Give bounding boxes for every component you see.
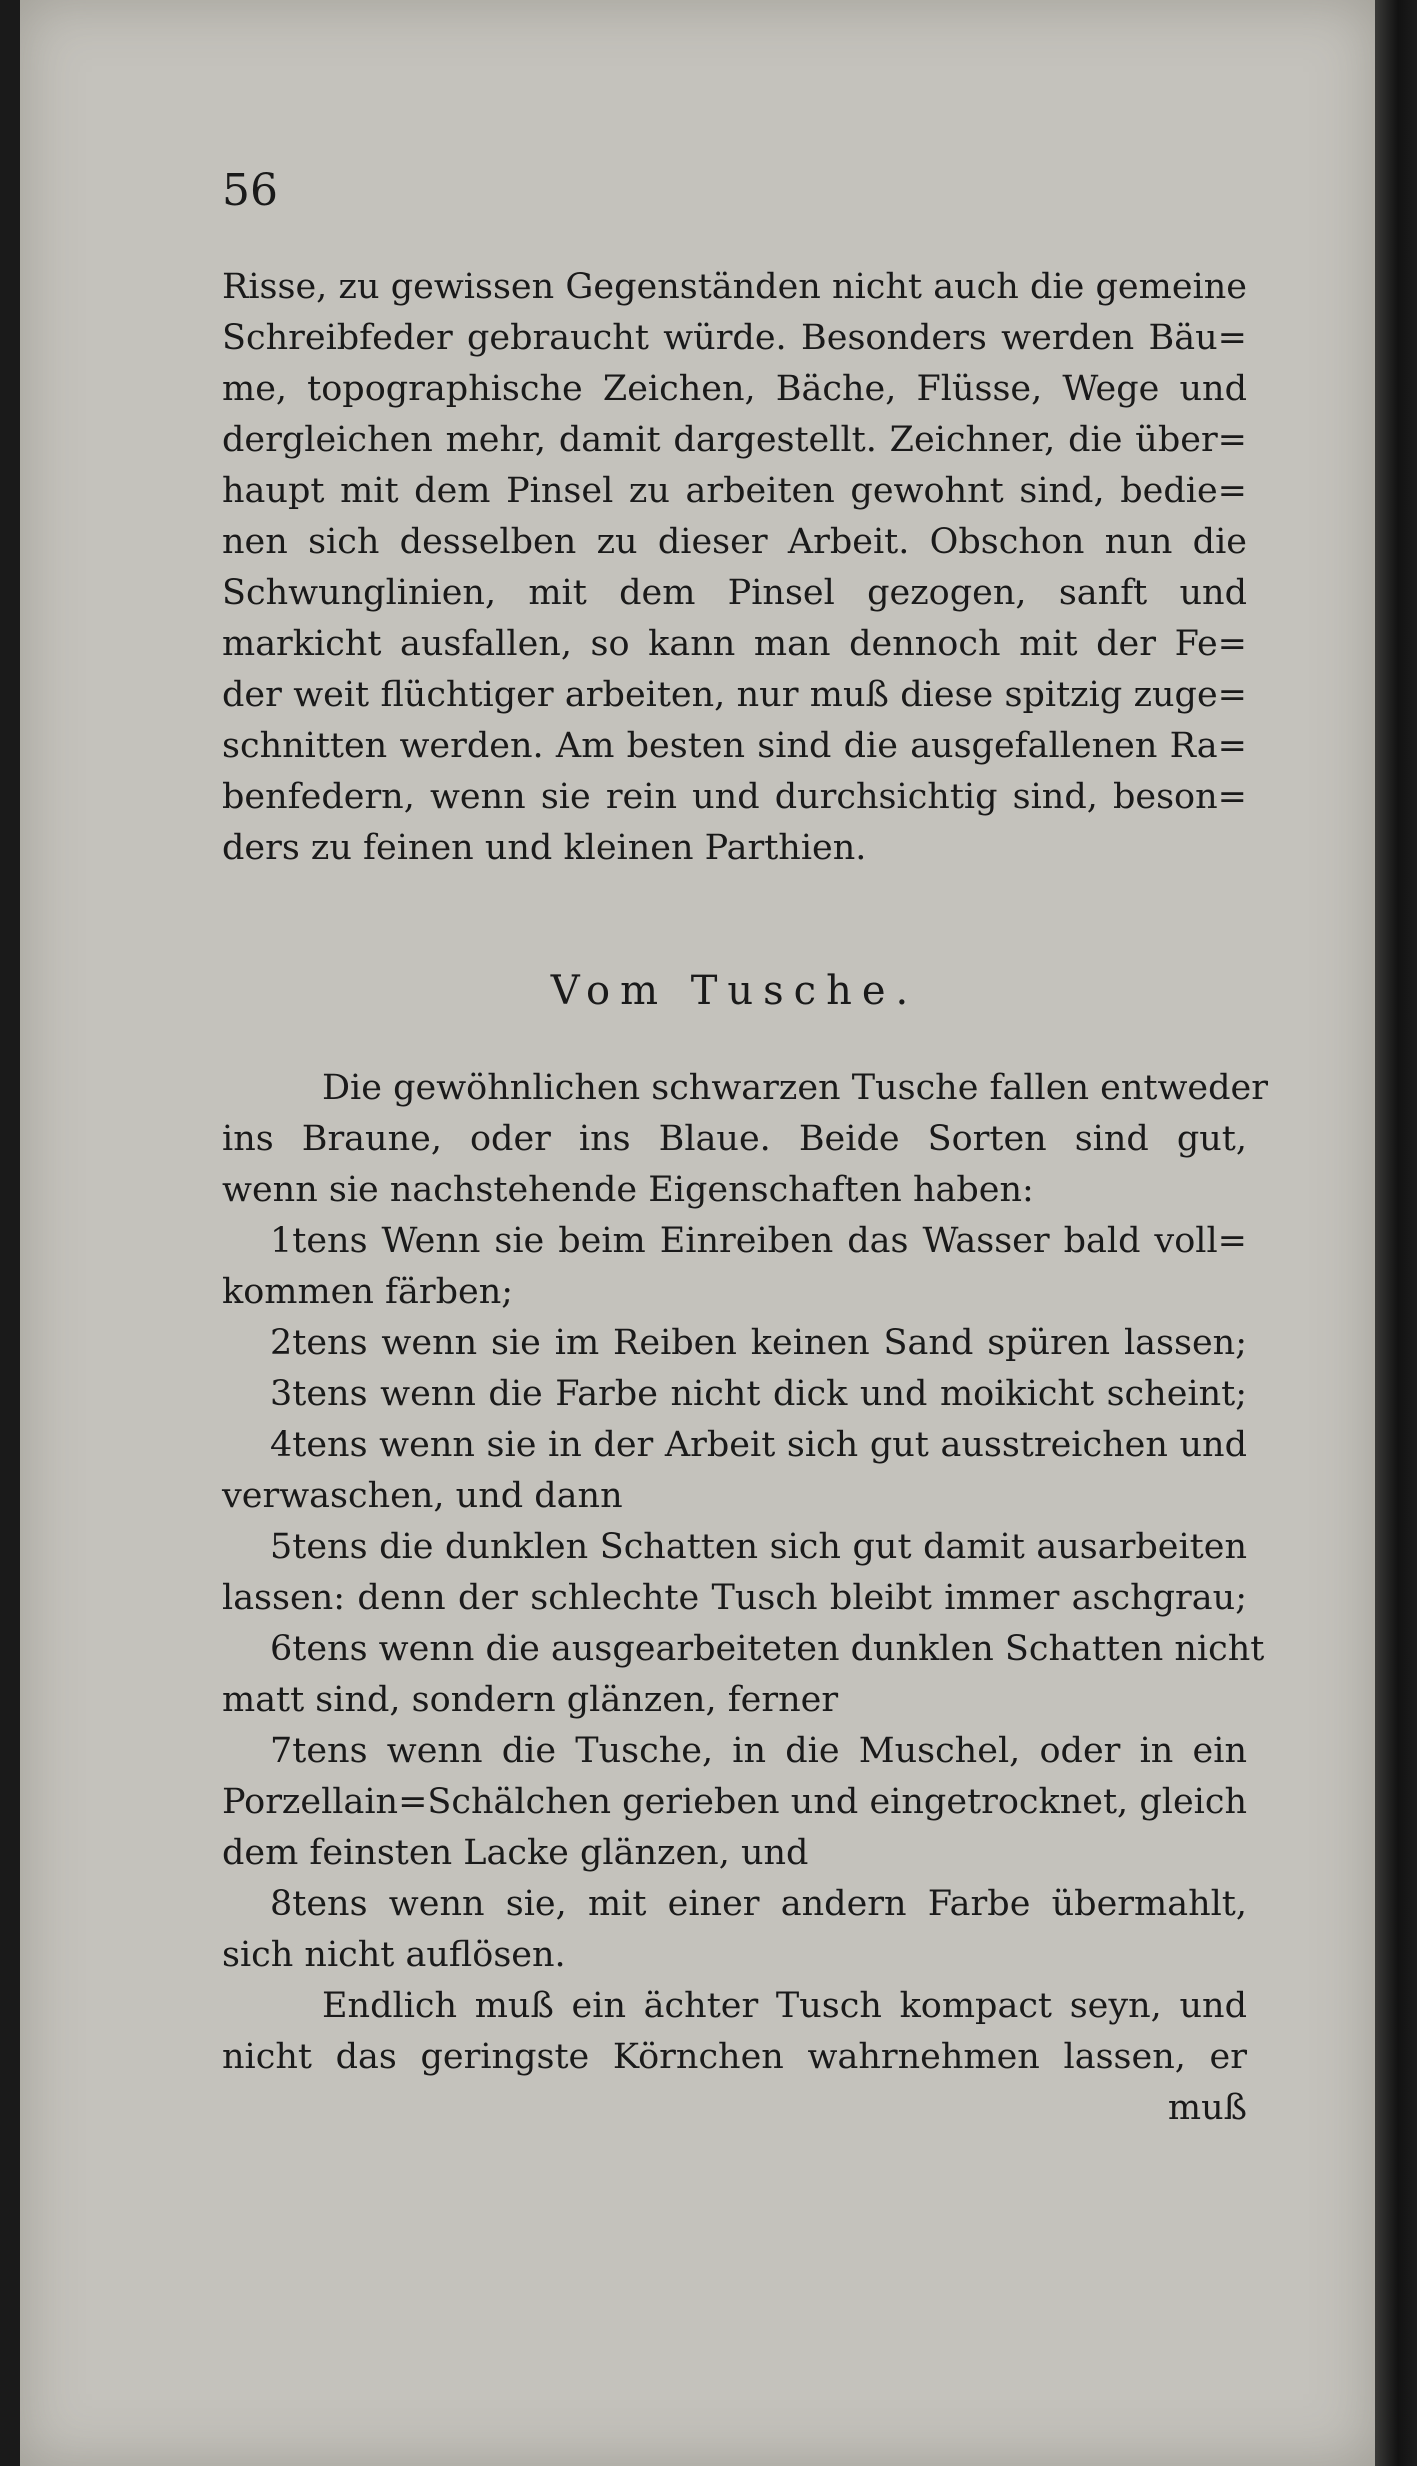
section-heading: Vom Tusche. (550, 968, 919, 1014)
list-item: 6tens wenn die ausgearbeiteten dunklen Schatten nicht (270, 1629, 1265, 1669)
text-line: wenn sie nachstehende Eigenschaften haben: (222, 1170, 1034, 1210)
text-line: lassen: denn der schlechte Tusch bleibt immer aschgrau; (222, 1578, 1247, 1618)
text-line: ins Braune, oder ins Blaue. Beide Sorten sind gut, (222, 1119, 1247, 1159)
text-line: der weit flüchtiger arbeiten, nur muß diese spitzig zuge= (222, 675, 1247, 715)
text-line: Schwunglinien, mit dem Pinsel gezogen, sanft und (222, 573, 1247, 613)
text-line: Schreibfeder gebraucht würde. Besonders werden Bäu= (222, 318, 1247, 358)
list-item: 3tens wenn die Farbe nicht dick und moikicht scheint; (270, 1374, 1247, 1414)
paragraph-2 (222, 1063, 1268, 2134)
text-line: matt sind, sondern glänzen, ferner (222, 1680, 839, 1720)
list-item: 5tens die dunklen Schatten sich gut damit ausarbeiten (270, 1527, 1247, 1567)
list-item: 4tens wenn sie in der Arbeit sich gut ausstreichen und (270, 1425, 1247, 1465)
text-line: markicht ausfallen, so kann man dennoch mit der Fe= (222, 624, 1247, 664)
text-line: nicht das geringste Körnchen wahrnehmen lassen, er (222, 2037, 1247, 2077)
text-line: haupt mit dem Pinsel zu arbeiten gewohnt sind, bedie= (222, 471, 1247, 511)
list-item: 1tens Wenn sie beim Einreiben das Wasser bald voll= (270, 1221, 1247, 1261)
list-item: 8tens wenn sie, mit einer andern Farbe übermahlt, (270, 1884, 1247, 1924)
page-binding-edge (1375, 0, 1417, 2466)
text-line: me, topographische Zeichen, Bäche, Flüsse, Wege und (222, 369, 1247, 409)
text-line: Risse, zu gewissen Gegenständen nicht auch die gemeine (222, 267, 1247, 307)
page-number: 56 (222, 165, 278, 216)
text-line: Endlich muß ein ächter Tusch kompact seyn, und (322, 1986, 1247, 2026)
text-line: dergleichen mehr, damit dargestellt. Zeichner, die über= (222, 420, 1247, 460)
text-line: sich nicht auflösen. (222, 1935, 566, 1975)
text-line: benfedern, wenn sie rein und durchsichtig sind, beson= (222, 777, 1247, 817)
text-line: dem feinsten Lacke glänzen, und (222, 1833, 809, 1873)
paragraph-1 (222, 262, 1247, 874)
text-line: nen sich desselben zu dieser Arbeit. Obschon nun die (222, 522, 1247, 562)
text-line: verwaschen, und dann (222, 1476, 623, 1516)
text-line: ders zu feinen und kleinen Parthien. (222, 828, 867, 868)
list-item: 2tens wenn sie im Reiben keinen Sand spüren lassen; (270, 1323, 1247, 1363)
text-line: Die gewöhnlichen schwarzen Tusche fallen entweder (322, 1068, 1268, 1108)
catchword: muß (1167, 2088, 1247, 2128)
list-item: 7tens wenn die Tusche, in die Muschel, oder in ein (270, 1731, 1247, 1771)
text-line: Porzellain=Schälchen gerieben und eingetrocknet, gleich (222, 1782, 1247, 1822)
text-line: schnitten werden. Am besten sind die ausgefallenen Ra= (222, 726, 1247, 766)
text-line: kommen färben; (222, 1272, 514, 1312)
